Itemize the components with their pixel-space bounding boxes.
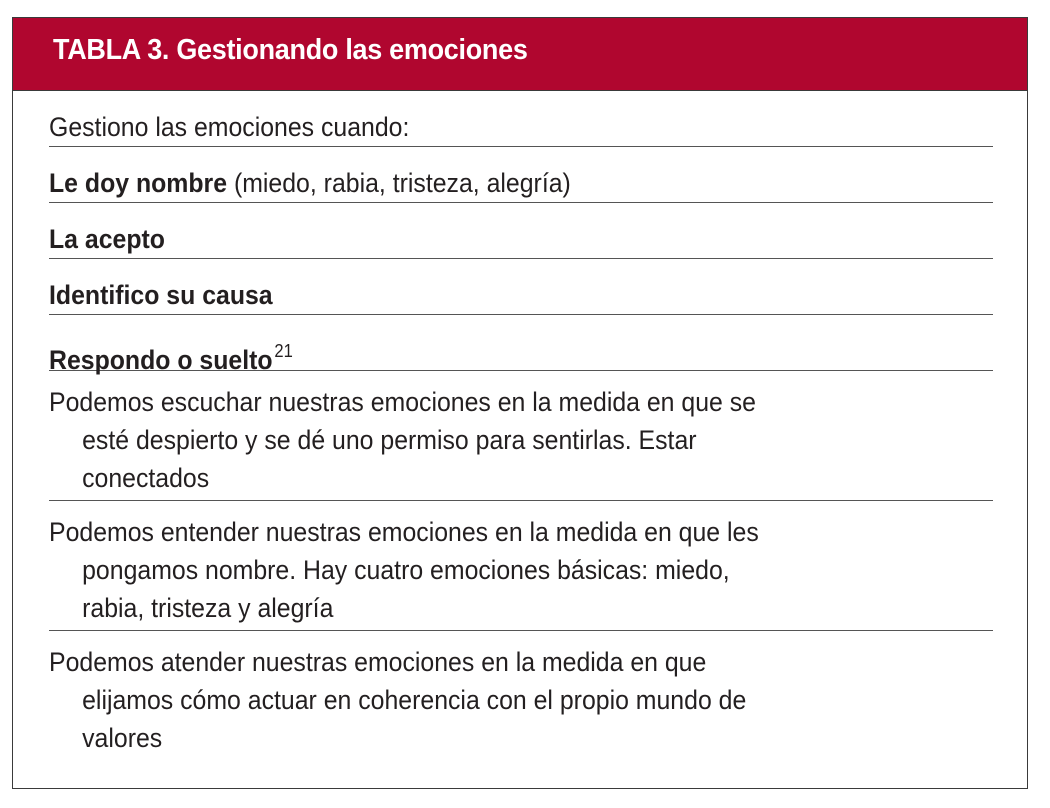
table-title: TABLA 3. Gestionando las emociones (53, 34, 528, 66)
step-2-label: La acepto (49, 224, 165, 254)
paragraph-1-line-2: esté despierto y se dé uno permiso para sentirlas. Estar (82, 425, 697, 455)
paragraph-1-line-3: conectados (82, 463, 210, 493)
step-3-label: Identifico su causa (49, 280, 273, 310)
table-row-intro (49, 91, 993, 147)
table-row-paragraph-2 (49, 501, 993, 631)
intro-text: Gestiono las emociones cuando: (49, 112, 410, 142)
table-row-step-3 (49, 259, 993, 315)
table-body (49, 91, 993, 761)
table-row-step-1 (49, 147, 993, 203)
paragraph-1-line-1: Podemos escuchar nuestras emociones en la medida en que se (49, 387, 756, 417)
step-1-detail: (miedo, rabia, tristeza, alegría) (227, 168, 571, 198)
emotions-table (12, 17, 1028, 789)
paragraph-3-line-1: Podemos atender nuestras emociones en la medida en que (49, 647, 707, 677)
paragraph-2-line-1: Podemos entender nuestras emociones en la medida en que les (49, 517, 759, 547)
paragraph-3-line-3: valores (82, 723, 163, 753)
paragraph-2-line-2: pongamos nombre. Hay cuatro emociones básicas: miedo, (82, 555, 730, 585)
table-header (13, 18, 1027, 91)
table-row-paragraph-1 (49, 371, 993, 501)
table-row-paragraph-3 (49, 631, 993, 761)
footnote-reference: 21 (274, 341, 293, 361)
step-4-label: Respondo o suelto (49, 345, 273, 375)
paragraph-2-line-3: rabia, tristeza y alegría (82, 593, 334, 623)
table-row-step-2 (49, 203, 993, 259)
step-1-label: Le doy nombre (49, 168, 228, 198)
paragraph-3-line-2: elijamos cómo actuar en coherencia con el propio mundo de (82, 685, 747, 715)
table-row-step-4 (49, 315, 993, 375)
